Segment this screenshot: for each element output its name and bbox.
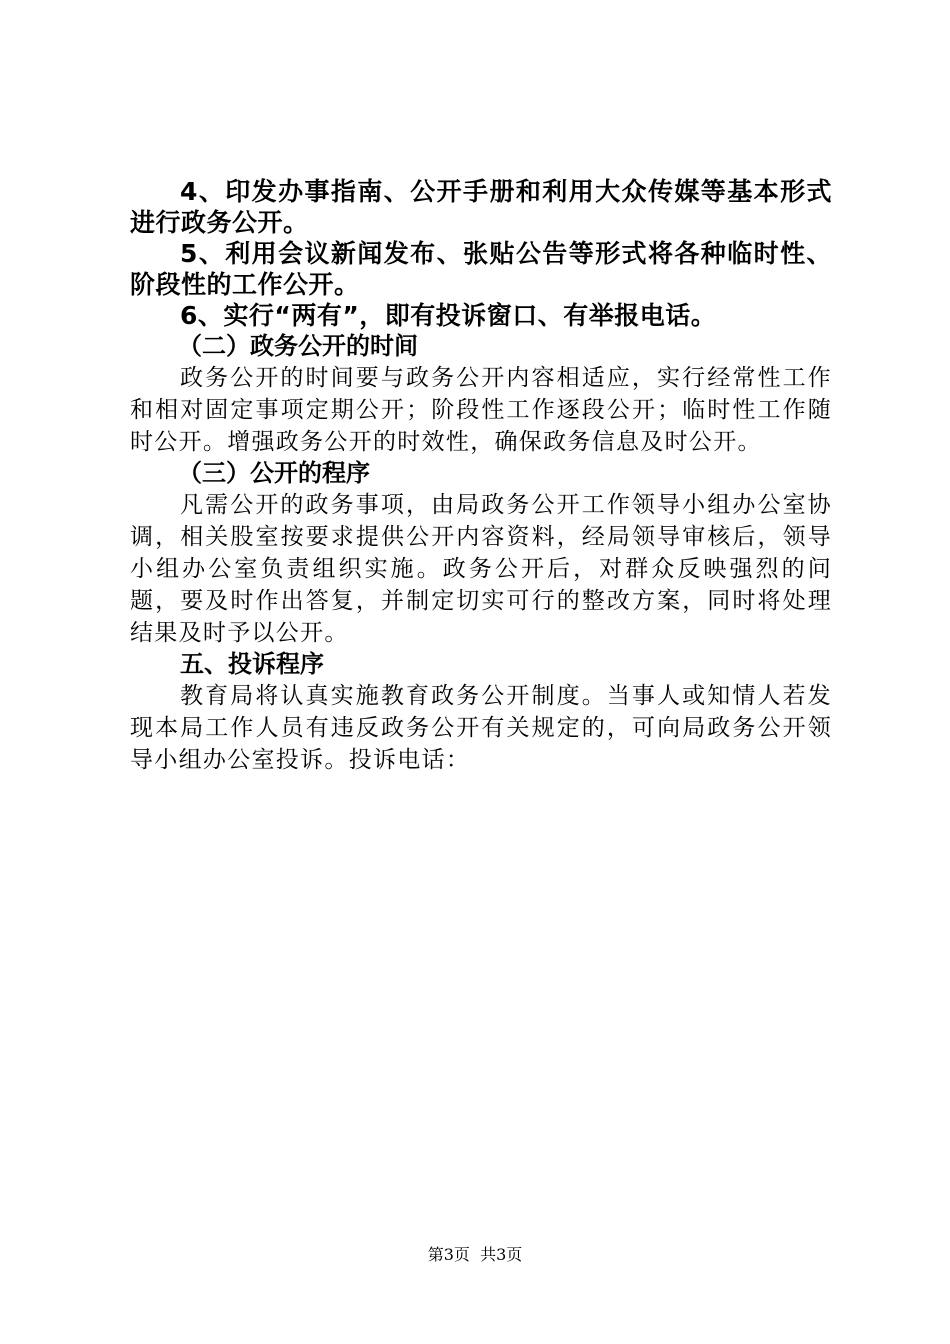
list-item-4: 4、印发办事指南、公开手册和利用大众传媒等基本形式进行政务公开。 <box>130 177 832 237</box>
page-footer <box>0 1245 950 1265</box>
paragraph-complaint-procedure: 教育局将认真实施教育政务公开制度。当事人或知情人若发现本局工作人员有违反政务公开有关规定的，可向局政务公开领导小组办公室投诉。投诉电话： <box>130 683 832 773</box>
paragraph-disclosure-procedure: 凡需公开的政务事项，由局政务公开工作领导小组办公室协调，相关股室按要求提供公开内容资料，经局领导审核后，领导小组办公室负责组织实施。政务公开后，对群众反映强烈的问题，要及时作出答复，并制定切实可行的整改方案，同时将处理结果及时予以公开。 <box>130 492 832 646</box>
list-item-5: 5、利用会议新闻发布、张贴公告等形式将各种临时性、阶段性的工作公开。 <box>130 239 832 299</box>
list-item-6: 6、实行“两有”，即有投诉窗口、有举报电话。 <box>180 301 717 330</box>
section-heading-disclosure-procedure: （三）公开的程序 <box>178 459 370 487</box>
section-heading-disclosure-time: （二）政务公开的时间 <box>178 332 418 360</box>
page-number-label: 第3页 共3页 <box>427 1245 523 1264</box>
paragraph-disclosure-time: 政务公开的时间要与政务公开内容相适应，实行经常性工作和相对固定事项定期公开；阶段性工作逐段公开；临时性工作随时公开。增强政务公开的时效性，确保政务信息及时公开。 <box>130 365 832 455</box>
document-body <box>130 176 832 776</box>
section-heading-complaint-procedure: 五、投诉程序 <box>180 650 324 678</box>
